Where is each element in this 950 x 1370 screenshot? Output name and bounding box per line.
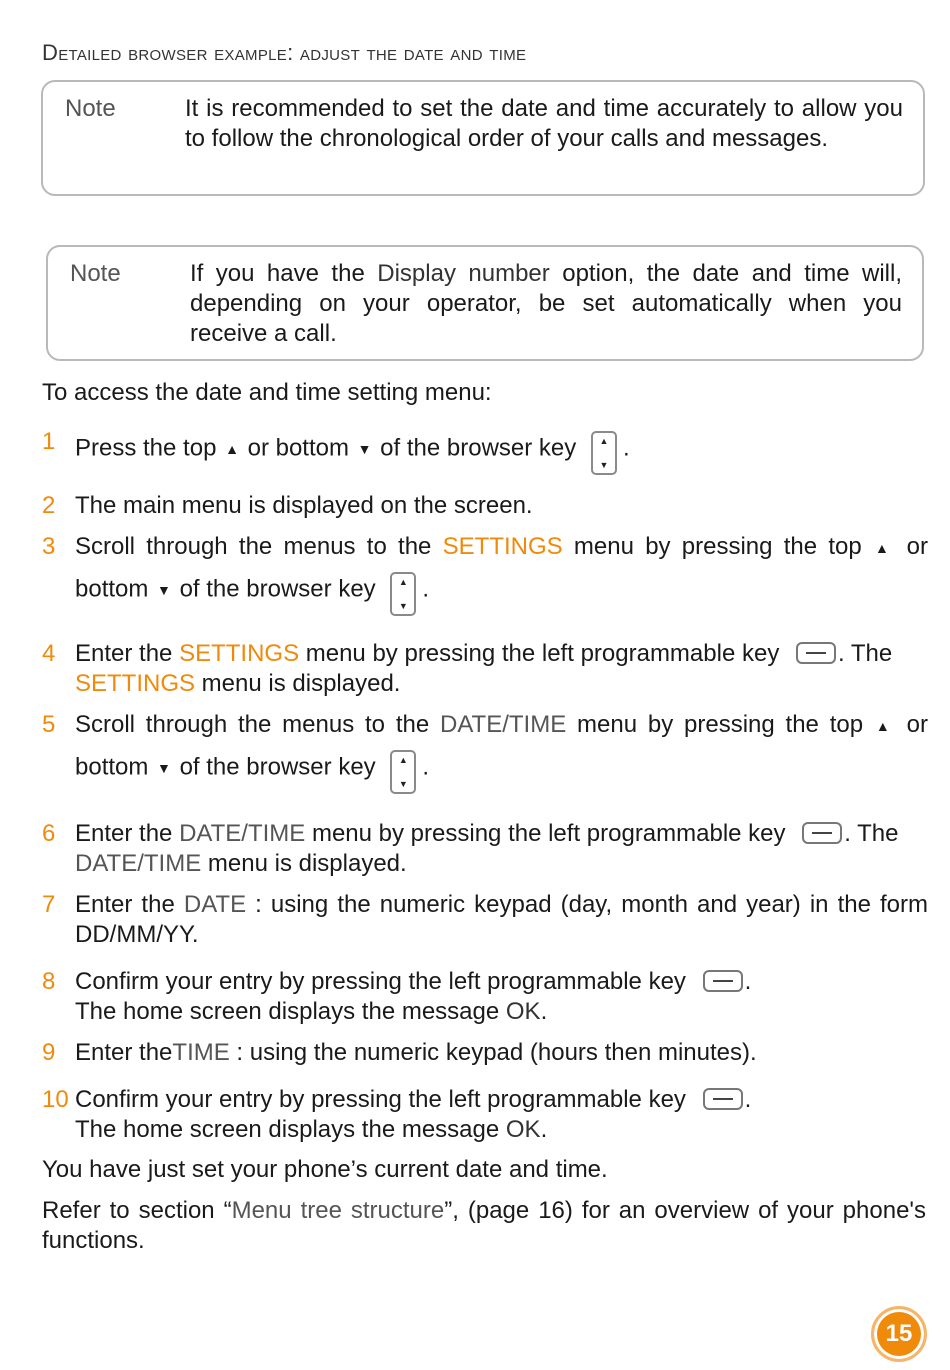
step-text: or bottom (75, 533, 928, 602)
step-text: Enter the (75, 891, 184, 918)
note-text (190, 259, 902, 349)
date-keyword: DATE (183, 891, 247, 918)
up-arrow-icon: ▲ (225, 441, 239, 457)
step-text: Enter the (75, 1039, 173, 1066)
step-text: . (622, 434, 630, 462)
up-arrow-icon: ▲ (875, 717, 894, 734)
browser-key-icon: ▲ ▼ (390, 750, 416, 794)
step-text: Confirm your entry by pressing the left programmable key (75, 968, 693, 995)
left-soft-key-icon (703, 1088, 743, 1110)
datetime-keyword: DATE/TIME (440, 711, 567, 738)
step-9 (42, 1038, 928, 1068)
step-text: Confirm your entry by pressing the left programmable key (75, 1086, 693, 1113)
step-number: 2 (42, 492, 56, 519)
step-text: menu by pressing the top (566, 711, 874, 738)
step-text: : using the numeric keypad (hours then minutes). (229, 1039, 757, 1066)
reference-text-part: Refer to section “ (42, 1197, 232, 1224)
note-box-display-number (46, 245, 924, 361)
step-3 (42, 532, 928, 612)
step-number: 9 (42, 1039, 56, 1066)
step-text: menu by pressing the left programmable key (299, 640, 786, 667)
step-1 (42, 427, 928, 471)
outro-text: You have just set your phone’s current date and time. (42, 1156, 608, 1183)
up-arrow-icon: ▲ (874, 539, 894, 556)
step-text: : using the numeric keypad (day, month and year) in the form DD/MM/YY. (75, 891, 929, 948)
note-text: It is recommended to set the date and time accurately to allow you to follow the chronological order of your calls and messages. (185, 95, 903, 152)
step-number: 4 (42, 640, 56, 667)
step-text: menu is displayed. (201, 850, 407, 877)
step-text: . (422, 575, 430, 602)
step-text: Scroll through the menus to the (75, 533, 443, 560)
step-text: menu is displayed. (195, 670, 401, 697)
ok-message: OK (505, 1116, 541, 1143)
step-number: 3 (42, 533, 56, 560)
note-label: Note (70, 260, 121, 287)
step-text: . (744, 968, 752, 995)
intro-text: To access the date and time setting menu: (42, 379, 492, 406)
step-text: menu by pressing the left programmable key (305, 820, 793, 847)
down-arrow-icon: ▼ (157, 581, 171, 598)
step-6 (42, 819, 928, 879)
step-text: . The (844, 820, 899, 847)
step-number: 5 (42, 711, 56, 738)
note-label: Note (65, 95, 116, 122)
settings-keyword: SETTINGS (75, 670, 196, 697)
time-keyword: TIME (172, 1039, 230, 1066)
step-text: or bottom (240, 434, 356, 462)
page-number-badge: 15 (871, 1306, 927, 1362)
step-text: The main menu is displayed on the screen. (75, 492, 533, 519)
step-number: 7 (42, 891, 56, 918)
browser-key-icon: ▲ ▼ (390, 572, 416, 616)
menu-tree-structure-link[interactable]: Menu tree structure (231, 1197, 445, 1224)
note-text-part: If you have the (190, 260, 378, 287)
step-text: menu by pressing the top (562, 533, 873, 560)
step-text: The home screen displays the message (75, 1116, 506, 1143)
down-arrow-icon: ▼ (157, 759, 171, 776)
step-8 (42, 967, 928, 1027)
reference-text-part: ”, (page 16) for an overview of your phone's functions. (42, 1197, 926, 1254)
step-4 (42, 639, 928, 699)
step-number: 8 (42, 968, 56, 995)
step-10 (42, 1085, 928, 1145)
step-text: Enter the (75, 640, 180, 667)
step-number: 6 (42, 820, 56, 847)
left-soft-key-icon (796, 642, 836, 664)
step-7 (42, 890, 928, 950)
step-text: . (744, 1086, 752, 1113)
browser-key-icon: ▲ ▼ (591, 431, 617, 475)
datetime-keyword: DATE/TIME (179, 820, 306, 847)
step-text: of the browser key (172, 753, 383, 780)
note-box-recommendation (41, 80, 925, 196)
step-text: The home screen displays the message (75, 998, 506, 1025)
step-text: . The (837, 640, 893, 667)
step-text: of the browser key (373, 434, 583, 462)
display-number-option: Display number (377, 260, 550, 287)
step-text: of the browser key (172, 575, 383, 602)
step-number: 10 (42, 1086, 69, 1113)
left-soft-key-icon (703, 970, 743, 992)
step-2 (42, 491, 928, 521)
step-text: . (540, 998, 548, 1025)
step-text: . (422, 753, 430, 780)
settings-keyword: SETTINGS (179, 640, 300, 667)
step-text: Press the top (75, 434, 224, 462)
step-text: Enter the (75, 820, 180, 847)
note-text-part: option, the date and time will, depending on your operator, be set automatically when you receive a call. (190, 260, 903, 347)
step-5 (42, 710, 928, 790)
reference-text (42, 1196, 926, 1256)
down-arrow-icon: ▼ (357, 441, 372, 457)
ok-message: OK (505, 998, 541, 1025)
datetime-keyword: DATE/TIME (75, 850, 202, 877)
settings-keyword: SETTINGS (442, 533, 563, 560)
step-text: . (540, 1116, 548, 1143)
step-text: or bottom (75, 711, 928, 780)
left-soft-key-icon (802, 822, 842, 844)
step-number: 1 (42, 428, 56, 455)
step-text: Scroll through the menus to the (75, 711, 440, 738)
section-heading: Detailed browser example: adjust the date and time (42, 40, 527, 65)
